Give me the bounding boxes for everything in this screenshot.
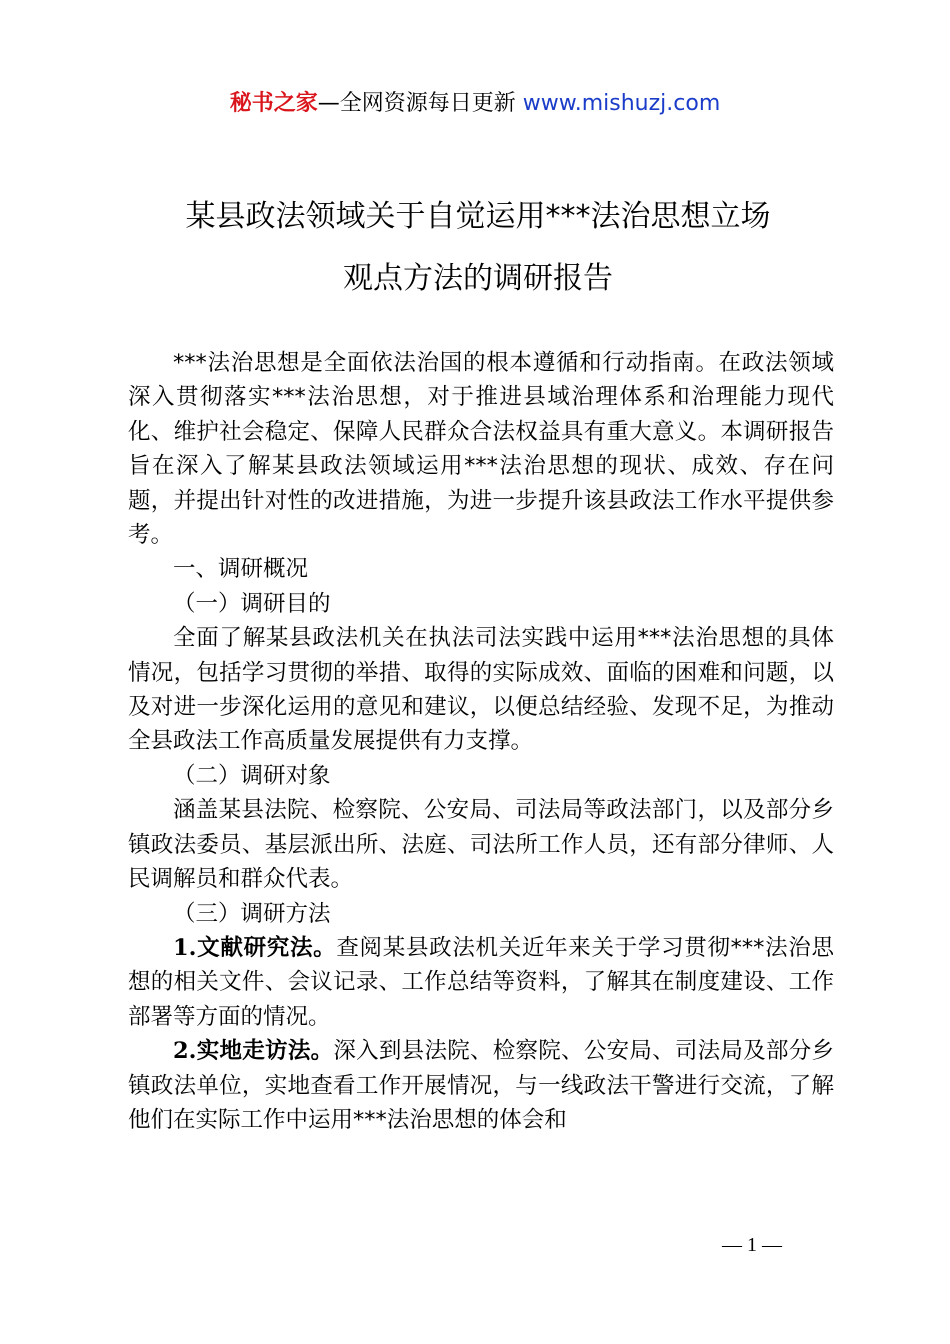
subsection-heading-methods: （三）调研方法 [173, 900, 331, 927]
method-paragraph-2 [128, 1034, 834, 1137]
page-number: — 1 — [722, 1234, 782, 1256]
purpose-paragraph: 全面了解某县政法机关在执法司法实践中运用***法治思想的具体情况，包括学习贯彻的举措、取得的实际成效、面临的困难和问题，以及对进一步深化运用的意见和建议，以便总结经验、发现不足，为推动全县政法工作高质量发展提供有力支撑。 [128, 625, 834, 755]
method-paragraph-1 [128, 931, 834, 1034]
method-1-lead: 1.文献研究法。 [173, 934, 337, 961]
method-1-text: 查阅某县政法机关近年来关于学习贯彻***法治思想的相关文件、会议记录、工作总结等资料，了解其在制度建设、工作部署等方面的情况。 [128, 934, 834, 1030]
document-title [128, 186, 828, 310]
intro-paragraph: ***法治思想是全面依法治国的根本遵循和行动指南。在政法领域深入贯彻落实***法治思想，对于推进县域治理体系和治理能力现代化、维护社会稳定、保障人民群众合法权益具有重大意义。本调研报告旨在深入了解某县政法领域运用***法治思想的现状、成效、存在问题，并提出针对性的改进措施，为进一步提升该县政法工作水平提供参考。 [128, 350, 834, 549]
title-line-2: 观点方法的调研报告 [343, 261, 613, 296]
site-header [0, 88, 950, 120]
document-body [128, 346, 834, 1137]
header-slogan: —全网资源每日更新 [317, 91, 523, 116]
method-2-text: 深入到县法院、检察院、公安局、司法局及部分乡镇政法单位，实地查看工作开展情况，与一线政法干警进行交流，了解他们在实际工作中运用***法治思想的体会和 [128, 1038, 834, 1133]
subsection-heading-purpose: （一）调研目的 [173, 590, 331, 617]
objects-paragraph: 涵盖某县法院、检察院、公安局、司法局等政法部门，以及部分乡镇政法委员、基层派出所、法庭、司法所工作人员，还有部分律师、人民调解员和群众代表。 [128, 797, 834, 893]
brand-name: 秘书之家 [229, 91, 318, 116]
title-line-1: 某县政法领域关于自觉运用***法治思想立场 [185, 199, 771, 234]
subsection-heading-objects: （二）调研对象 [173, 762, 331, 789]
site-url-link[interactable]: www.mishuzj.com [522, 91, 721, 116]
section-heading-1: 一、调研概况 [173, 556, 309, 583]
method-2-lead: 2.实地走访法。 [173, 1038, 334, 1065]
